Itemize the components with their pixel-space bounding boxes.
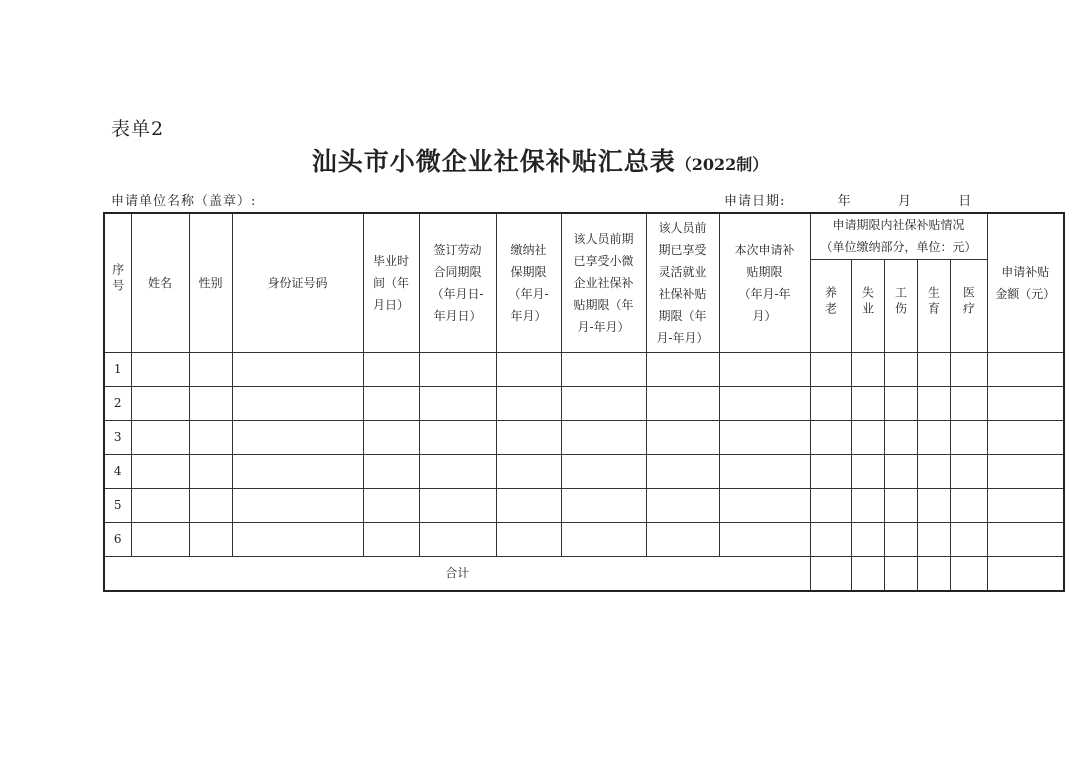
table-row: [104, 488, 1064, 522]
applicant-label: 申请单位名称（盖章）:: [111, 194, 257, 209]
header-contract-period: 签订劳动 合同期限 （年月日- 年月日）: [419, 213, 496, 352]
header-amount: 申请补贴 金额（元）: [987, 213, 1064, 352]
page-title: 汕头市小微企业社保补贴汇总表: [311, 147, 676, 176]
table-row: [104, 420, 1064, 454]
header-seq: 序号: [104, 213, 131, 352]
header-medical: 医疗: [950, 259, 987, 352]
date-month: 月: [897, 194, 912, 209]
table-row: [104, 522, 1064, 556]
title-block: [0, 142, 1080, 178]
header-current-period: 本次申请补 贴期限 （年月-年 月）: [719, 213, 810, 352]
header-maternity: 生育: [917, 259, 950, 352]
table-row: [104, 386, 1064, 420]
date-field: [724, 190, 972, 209]
form-number: 表单2: [111, 118, 165, 140]
row-number: 1: [104, 352, 131, 386]
table-row: [104, 352, 1064, 386]
table-row: [104, 454, 1064, 488]
header-gender: 性别: [189, 213, 232, 352]
date-day: 日: [958, 194, 973, 209]
summary-table: [103, 212, 1065, 592]
date-year: 年: [837, 194, 852, 209]
header-pension: 养老: [810, 259, 851, 352]
header-contribution-period: 缴纳社 保期限 （年月- 年月）: [496, 213, 561, 352]
header-prior-flex-subsidy: 该人员前 期已享受 灵活就业 社保补贴 期限（年 月-年月）: [646, 213, 719, 352]
total-label: 合计: [104, 556, 810, 591]
header-unemployment: 失业: [851, 259, 884, 352]
row-number: 3: [104, 420, 131, 454]
header-prior-smb-subsidy: 该人员前期 已享受小微 企业社保补 贴期限（年 月-年月）: [561, 213, 646, 352]
row-number: 6: [104, 522, 131, 556]
row-number: 5: [104, 488, 131, 522]
header-injury: 工伤: [884, 259, 917, 352]
row-number: 4: [104, 454, 131, 488]
title-suffix: （2022制）: [675, 155, 769, 174]
header-name: 姓名: [131, 213, 189, 352]
header-subsidy-group: 申请期限内社保补贴情况 （单位缴纳部分，单位：元）: [810, 213, 987, 259]
header-id-number: 身份证号码: [232, 213, 363, 352]
total-row: [104, 556, 1064, 591]
header-graduation-time: 毕业时 间（年 月日）: [363, 213, 419, 352]
date-label: 申请日期:: [724, 194, 786, 209]
row-number: 2: [104, 386, 131, 420]
